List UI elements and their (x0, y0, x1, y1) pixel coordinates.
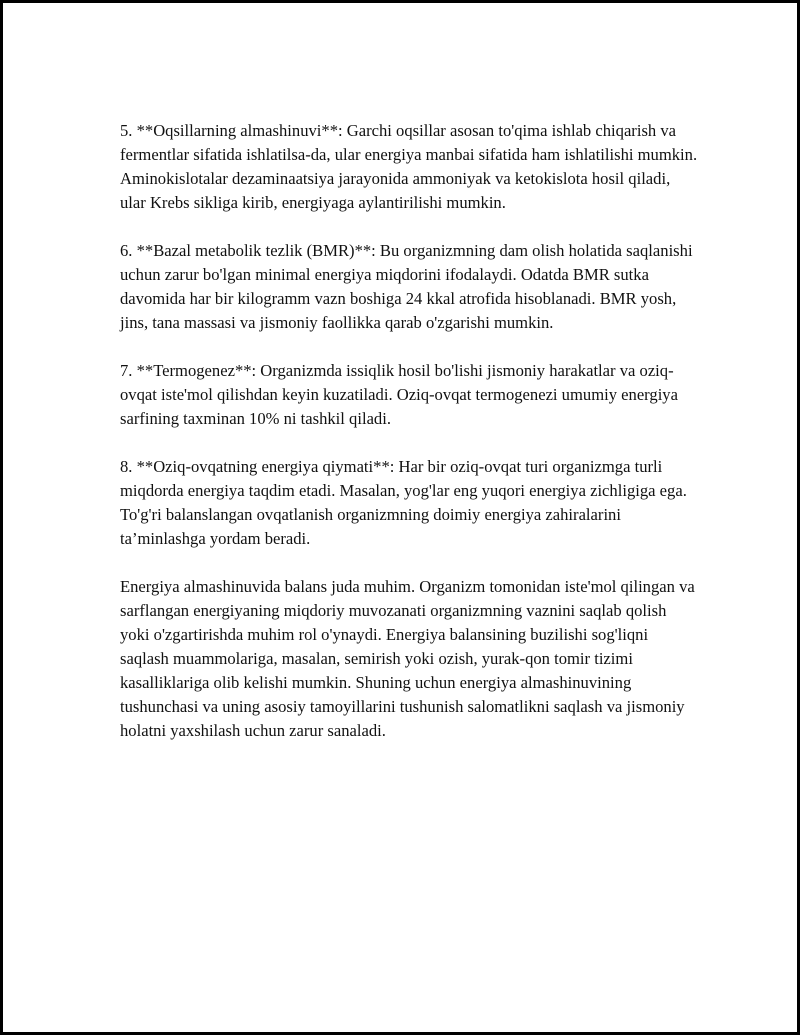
paragraph-basal-metabolic-rate: 6. **Bazal metabolik tezlik (BMR)**: Bu organizmning dam olish holatida saqlanishi uchun zarur bo'lgan minimal energiya miqdorini ifodalaydi. Odatda BMR sutka davomida har bir kilogramm vazn boshiga 24 kkal atrofida hisoblanadi. BMR yosh, jins, tana massasi va jismoniy faollikka qarab o'zgarishi mumkin. (120, 241, 693, 332)
paragraph-food-energy-value: 8. **Oziq-ovqatning energiya qiymati**: Har bir oziq-ovqat turi organizmga turli miqdorda energiya taqdim etadi. Masalan, yog'lar eng yuqori energiya zichligiga ega. To'g'ri balanslangan ovqatlanish organizmning doimiy energiya zahiralarini ta’minlashga yordam beradi. (120, 457, 687, 548)
paragraph-energy-balance: Energiya almashinuvida balans juda muhim. Organizm tomonidan iste'mol qilingan va sarflangan energiyaning miqdoriy muvozanati organizmning vaznini saqlab qolish yoki o'zgartirishda muhim rol o'ynaydi. Energiya balansining buzilishi sog'liqni saqlash muammolariga, masalan, semirish yoki ozish, yurak-qon tomir tizimi kasalliklariga olib kelishi mumkin. Shuning uchun energiya almashinuvining tushunchasi va uning asosiy tamoyillarini tushunish salomatlikni saqlash va jismoniy holatni yaxshilash uchun zarur sanaladi. (120, 577, 695, 740)
paragraph-protein-metabolism: 5. **Oqsillarning almashinuvi**: Garchi oqsillar asosan to'qima ishlab chiqarish va fermentlar sifatida ishlatilsa-da, ular energiya manbai sifatida ham ishlatilishi mumkin. Aminokislotalar dezaminaatsiya jarayonida ammoniyak va ketokislota hosil qiladi, ular Krebs sikliga kirib, energiyaga aylantirilishi mumkin. (120, 121, 698, 212)
paragraph-thermogenesis: 7. **Termogenez**: Organizmda issiqlik hosil bo'lishi jismoniy harakatlar va oziq-ovqat iste'mol qilishdan keyin kuzatiladi. Oziq-ovqat termogenezi umumiy energiya sarfining taxminan 10% ni tashkil qiladi. (120, 361, 678, 428)
document-body (120, 119, 700, 767)
